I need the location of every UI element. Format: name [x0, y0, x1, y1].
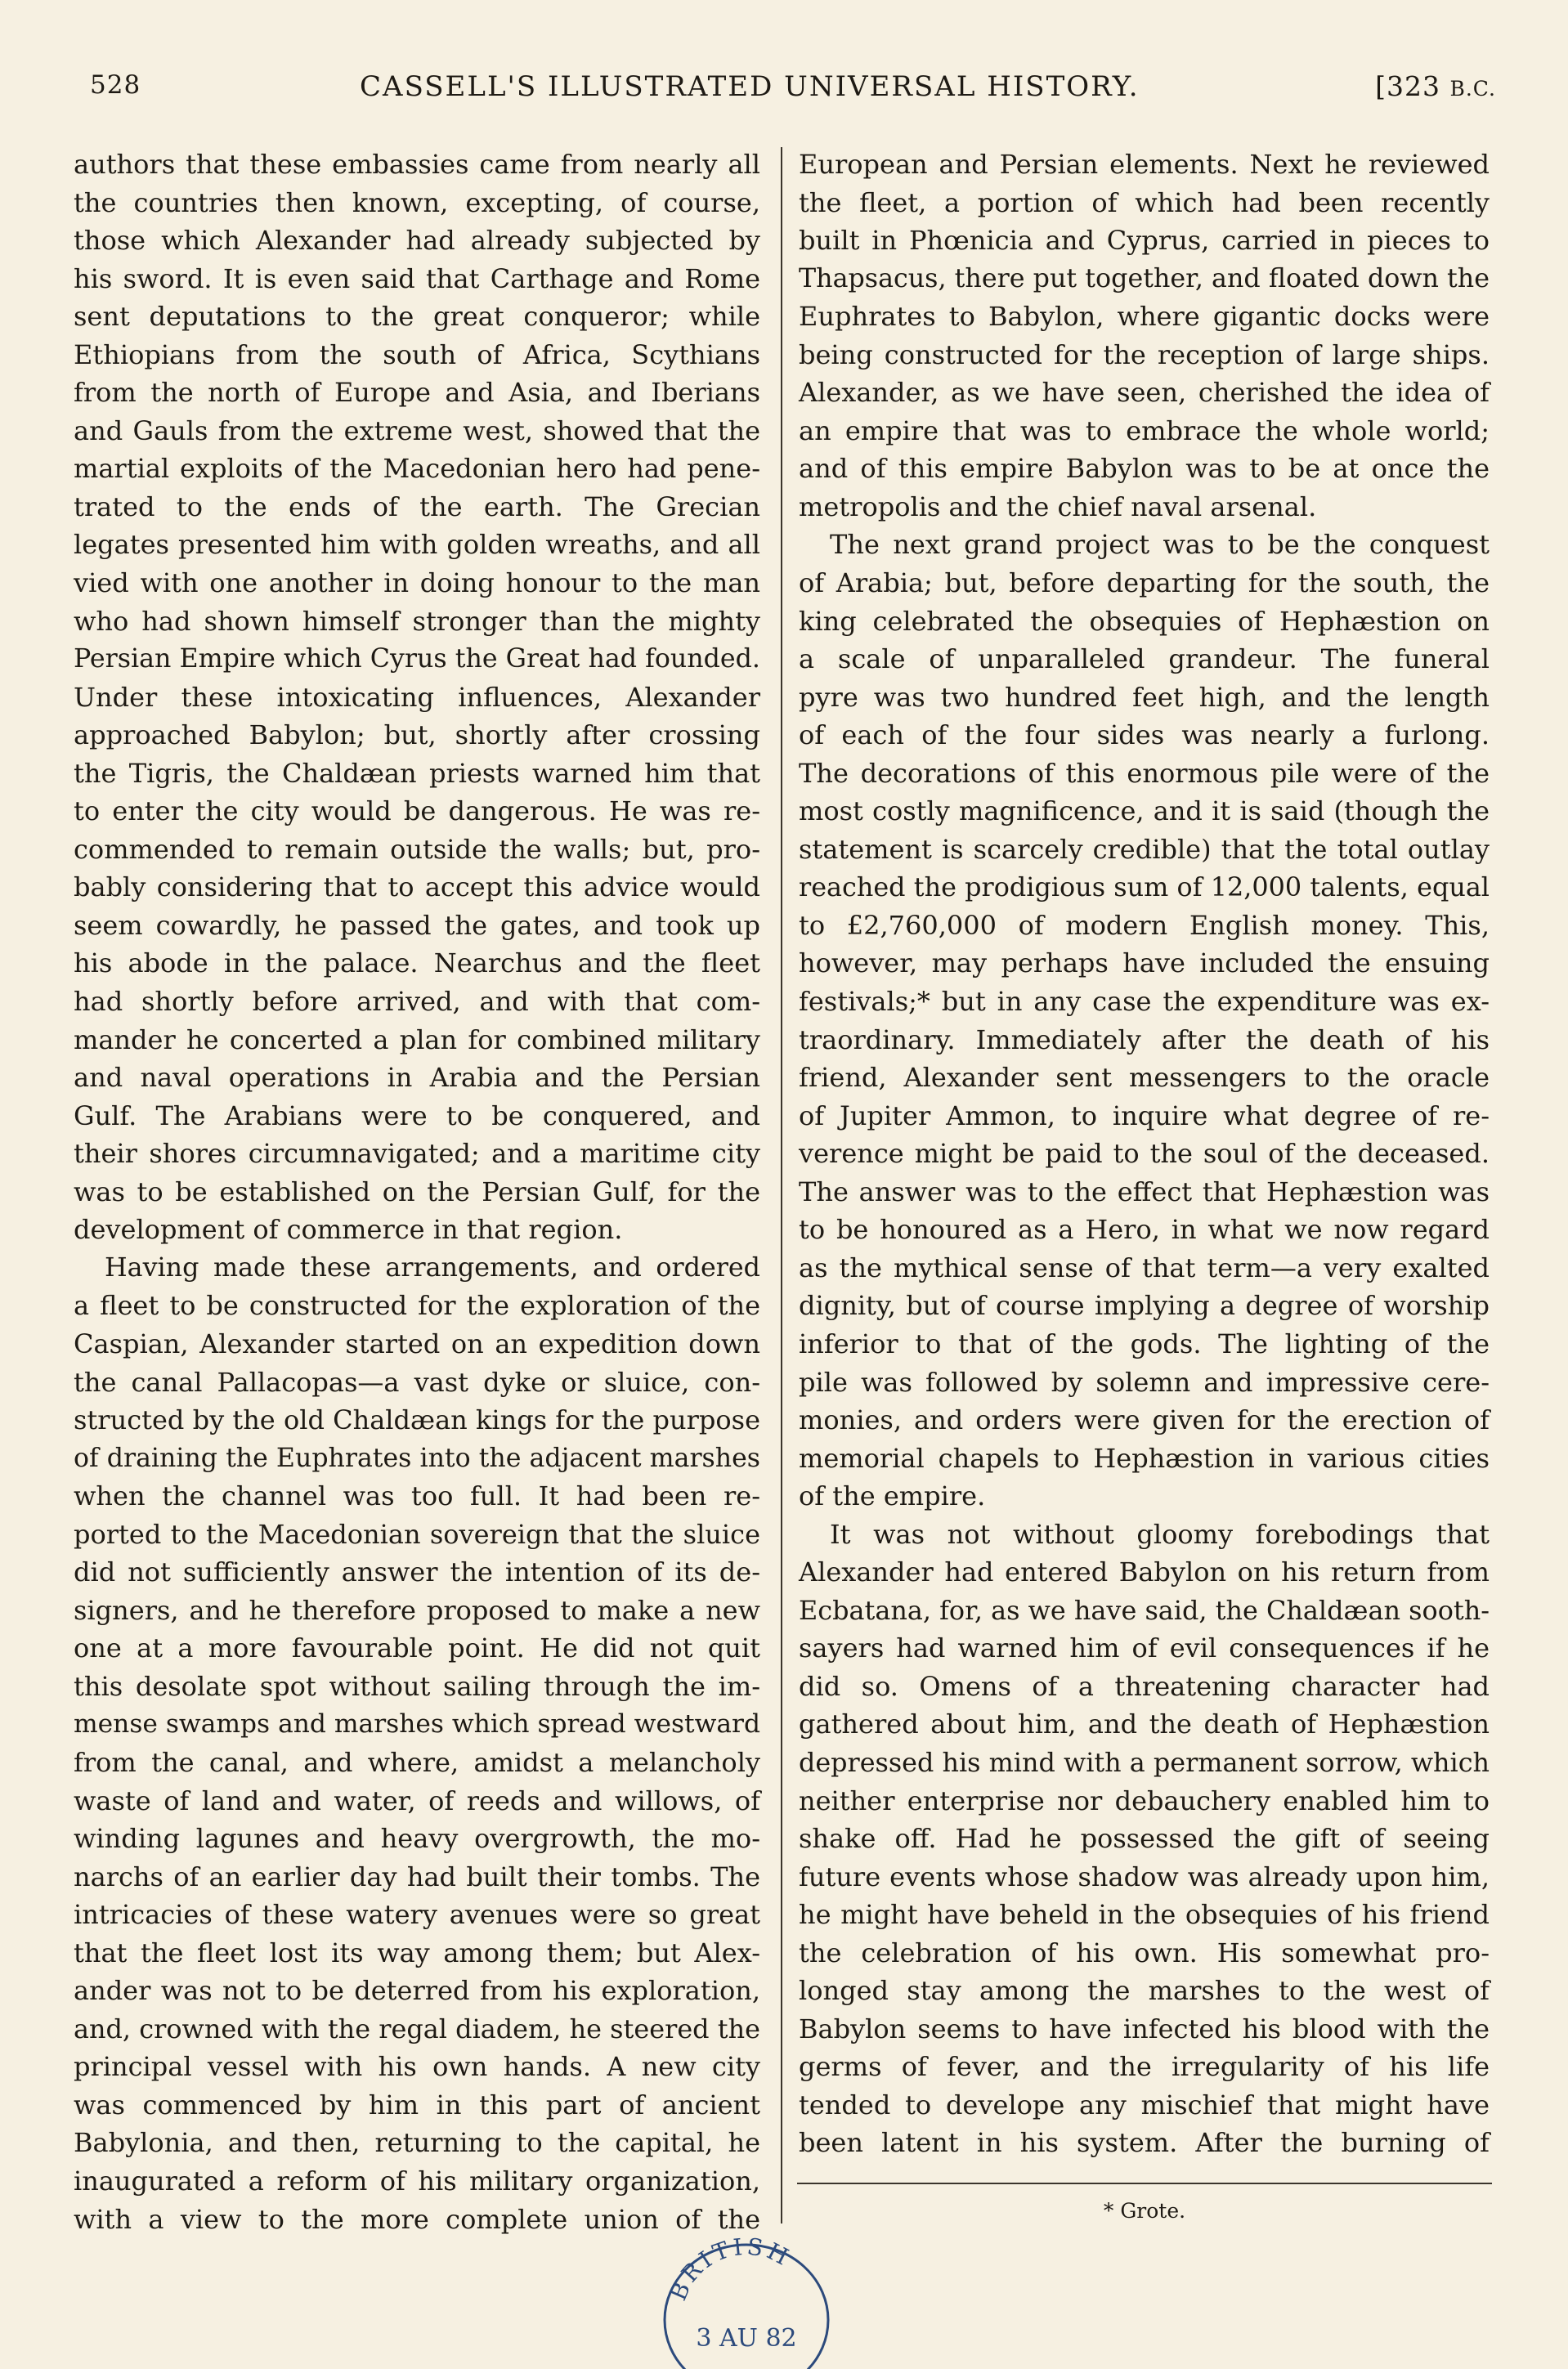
- left-column-line: sent deputations to the great conqueror; while: [74, 301, 760, 333]
- right-column-line: shake off. Had he possessed the gift of seeing: [799, 1823, 1490, 1855]
- left-column-line: had shortly before arrived, and with that com-: [74, 986, 760, 1018]
- right-column-line: inferior to that of the gods. The lighting of the: [799, 1328, 1490, 1359]
- left-column-line: with a view to the more complete union of the: [74, 2203, 760, 2235]
- right-column-line: pyre was two hundred feet high, and the length: [799, 681, 1490, 713]
- left-column-line: Ethiopians from the south of Africa, Scythians: [74, 338, 760, 370]
- running-title: CASSELL'S ILLUSTRATED UNIVERSAL HISTORY.: [360, 70, 1140, 103]
- right-column-line: longed stay among the marshes to the west of: [799, 1975, 1490, 2007]
- stamp-top-text: BRITISH: [664, 2232, 796, 2305]
- left-column-line: did not sufficiently answer the intention of its de-: [74, 1556, 760, 1588]
- left-column-line: narchs of an earlier day had built their tombs. The: [74, 1861, 760, 1892]
- right-column-line: future events whose shadow was already upon him,: [799, 1861, 1490, 1892]
- left-column-line: when the channel was too full. It had been re-: [74, 1480, 760, 1512]
- right-column-line: It was not without gloomy forebodings that: [830, 1518, 1490, 1550]
- left-column-line: was to be established on the Persian Gulf, for the: [74, 1176, 760, 1207]
- right-column-line: The answer was to the effect that Hephæstion was: [799, 1176, 1490, 1207]
- date-bracket: [323: [1375, 70, 1450, 102]
- left-column-line: and, crowned with the regal diadem, he steered the: [74, 2013, 760, 2044]
- right-column-line: built in Phœnicia and Cyprus, carried in pieces to: [799, 225, 1490, 257]
- right-column-line: however, may perhaps have included the ensuing: [799, 947, 1490, 979]
- left-column-line: who had shown himself stronger than the mighty: [74, 605, 760, 637]
- left-column-line: and naval operations in Arabia and the Persian: [74, 1062, 760, 1094]
- left-column-line: approached Babylon; but, shortly after crossing: [74, 719, 760, 751]
- right-column-line: of Arabia; but, before departing for the south, the: [799, 567, 1490, 599]
- left-column-line: was commenced by him in this part of ancient: [74, 2089, 760, 2120]
- left-column-line: seem cowardly, he passed the gates, and took up: [74, 909, 760, 941]
- left-column-line: vied with one another in doing honour to the man: [74, 567, 760, 599]
- right-column-line: Alexander had entered Babylon on his return from: [799, 1556, 1490, 1588]
- left-column-line: the countries then known, excepting, of course,: [74, 186, 760, 218]
- right-column: [799, 146, 1490, 2162]
- left-column-line: martial exploits of the Macedonian hero had pene-: [74, 453, 760, 485]
- footnote: * Grote.: [1103, 2199, 1186, 2223]
- right-column-line: germs of fever, and the irregularity of his life: [799, 2051, 1490, 2083]
- right-column-line: a scale of unparalleled grandeur. The funeral: [799, 643, 1490, 675]
- right-column-line: reached the prodigious sum of 12,000 talents, equal: [799, 871, 1490, 903]
- right-column-line: The next grand project was to be the conquest: [830, 529, 1490, 561]
- right-column-line: neither enterprise nor debauchery enabled him to: [799, 1785, 1490, 1816]
- right-column-line: to be honoured as a Hero, in what we now regard: [799, 1214, 1490, 1246]
- left-column-line: waste of land and water, of reeds and willows, of: [74, 1785, 760, 1816]
- right-column-line: of Jupiter Ammon, to inquire what degree of re-: [799, 1099, 1490, 1131]
- left-column-line: mense swamps and marshes which spread westward: [74, 1709, 760, 1740]
- right-column-line: The decorations of this enormous pile were of the: [799, 757, 1490, 789]
- right-column-line: verence might be paid to the soul of the deceased.: [799, 1138, 1490, 1170]
- left-column-line: commended to remain outside the walls; but, pro-: [74, 833, 760, 865]
- right-column-line: European and Persian elements. Next he reviewed: [799, 149, 1490, 180]
- right-column-line: Ecbatana, for, as we have said, the Chaldæan sooth-: [799, 1594, 1490, 1626]
- left-column-line: and Gauls from the extreme west, showed that the: [74, 414, 760, 446]
- right-column-line: the fleet, a portion of which had been recently: [799, 186, 1490, 218]
- date-era: B.C.: [1449, 77, 1496, 101]
- right-column-line: Alexander, as we have seen, cherished the idea of: [799, 377, 1490, 409]
- right-column-line: of the empire.: [799, 1480, 986, 1512]
- right-column-line: Thapsacus, there put together, and floated down the: [799, 263, 1490, 293]
- stamp-date: 3 AU 82: [696, 2324, 797, 2353]
- page-header: [90, 70, 1496, 111]
- left-column-line: a fleet to be constructed for the exploration of the: [74, 1290, 760, 1322]
- right-column-line: as the mythical sense of that term—a very exalted: [799, 1252, 1490, 1283]
- left-column-line: the canal Pallacopas—a vast dyke or sluice, con-: [74, 1366, 760, 1398]
- left-column-line: those which Alexander had already subjected by: [74, 225, 760, 257]
- stamp-arc-text: [665, 2232, 796, 2304]
- left-column-line: Having made these arrangements, and ordered: [105, 1252, 760, 1283]
- left-column-line: the Tigris, the Chaldæan priests warned him that: [74, 757, 760, 789]
- right-column-line: tended to develope any mischief that might have: [799, 2089, 1490, 2120]
- left-column-line: intricacies of these watery avenues were so great: [74, 1899, 760, 1931]
- column-divider: [781, 147, 782, 2223]
- left-column-line: his abode in the palace. Nearchus and the fleet: [74, 947, 760, 979]
- left-column-line: development of commerce in that region.: [74, 1214, 623, 1246]
- right-column-line: depressed his mind with a permanent sorrow, which: [799, 1746, 1490, 1778]
- left-column-line: inaugurated a reform of his military organization,: [74, 2165, 760, 2197]
- right-column-line: Babylon seems to have infected his blood with the: [799, 2013, 1490, 2044]
- right-column-line: pile was followed by solemn and impressive cere-: [799, 1366, 1490, 1398]
- right-column-line: traordinary. Immediately after the death of his: [799, 1023, 1490, 1055]
- right-column-line: an empire that was to embrace the whole world;: [799, 414, 1490, 446]
- left-column-line: mander he concerted a plan for combined military: [74, 1023, 760, 1055]
- left-column-line: that the fleet lost its way among them; but Alex-: [74, 1937, 760, 1968]
- left-column-line: ander was not to be deterred from his exploration,: [74, 1975, 760, 2007]
- left-column-line: from the canal, and where, amidst a melancholy: [74, 1746, 760, 1778]
- left-column-line: their shores circumnavigated; and a maritime city: [74, 1138, 760, 1170]
- right-column-line: metropolis and the chief naval arsenal.: [799, 490, 1317, 522]
- right-column-line: of each of the four sides was nearly a furlong.: [799, 719, 1490, 751]
- page-number: 528: [90, 70, 141, 100]
- left-column-line: Under these intoxicating influences, Alexander: [74, 681, 760, 713]
- left-column-line: legates presented him with golden wreaths, and all: [74, 529, 760, 561]
- left-column-line: his sword. It is even said that Carthage and Rome: [74, 262, 760, 294]
- left-column-line: Gulf. The Arabians were to be conquered, and: [74, 1099, 760, 1131]
- left-column-line: structed by the old Chaldæan kings for the purpose: [74, 1404, 760, 1436]
- right-column-line: Euphrates to Babylon, where gigantic docks were: [799, 301, 1490, 333]
- left-column-line: one at a more favourable point. He did not quit: [74, 1632, 760, 1664]
- left-column-line: from the north of Europe and Asia, and Iberians: [74, 377, 760, 409]
- left-column-line: bably considering that to accept this advice would: [74, 871, 760, 903]
- right-column-line: statement is scarcely credible) that the total outlay: [799, 833, 1490, 865]
- right-column-line: and of this empire Babylon was to be at once the: [799, 453, 1490, 485]
- right-column-line: he might have beheld in the obsequies of his friend: [799, 1899, 1490, 1931]
- right-column-line: festivals;* but in any case the expenditure was ex-: [799, 986, 1490, 1018]
- right-column-line: did so. Omens of a threatening character had: [799, 1670, 1490, 1702]
- left-column-line: of draining the Euphrates into the adjacent marshes: [74, 1443, 760, 1473]
- right-column-line: memorial chapels to Hephæstion in various cities: [799, 1442, 1490, 1474]
- left-column-line: principal vessel with his own hands. A new city: [74, 2051, 760, 2083]
- right-column-line: being constructed for the reception of large ships.: [799, 338, 1490, 370]
- right-column-line: been latent in his system. After the burning of: [799, 2127, 1490, 2159]
- left-column-line: this desolate spot without sailing through the im-: [74, 1670, 760, 1702]
- right-column-line: to £2,760,000 of modern English money. This,: [799, 909, 1490, 941]
- left-column-line: signers, and he therefore proposed to make a new: [74, 1594, 760, 1626]
- left-column-line: Caspian, Alexander started on an expedition down: [74, 1328, 760, 1359]
- right-column-line: gathered about him, and the death of Hephæstion: [799, 1708, 1490, 1740]
- left-column-line: winding lagunes and heavy overgrowth, the mo-: [74, 1823, 760, 1855]
- right-column-line: the celebration of his own. His somewhat pro-: [799, 1937, 1490, 1968]
- left-column-line: to enter the city would be dangerous. He was re-: [74, 795, 760, 827]
- right-column-line: dignity, but of course implying a degree of worship: [799, 1290, 1490, 1322]
- right-column-line: monies, and orders were given for the erection of: [799, 1404, 1490, 1436]
- footnote-rule: [797, 2183, 1492, 2184]
- left-column-line: authors that these embassies came from nearly all: [74, 149, 760, 180]
- left-column-line: Persian Empire which Cyrus the Great had founded.: [74, 644, 760, 674]
- library-stamp: [650, 2222, 846, 2369]
- left-column: [74, 146, 760, 2238]
- right-column-line: king celebrated the obsequies of Hephæstion on: [799, 605, 1490, 637]
- right-column-line: most costly magnificence, and it is said (though the: [799, 795, 1490, 827]
- right-column-line: friend, Alexander sent messengers to the oracle: [799, 1062, 1490, 1094]
- date-range: [1375, 70, 1496, 102]
- left-column-line: ported to the Macedonian sovereign that the sluice: [74, 1518, 760, 1550]
- left-column-line: trated to the ends of the earth. The Grecian: [74, 490, 760, 522]
- left-column-line: Babylonia, and then, returning to the capital, he: [74, 2127, 760, 2159]
- right-column-line: sayers had warned him of evil consequences if he: [799, 1632, 1490, 1664]
